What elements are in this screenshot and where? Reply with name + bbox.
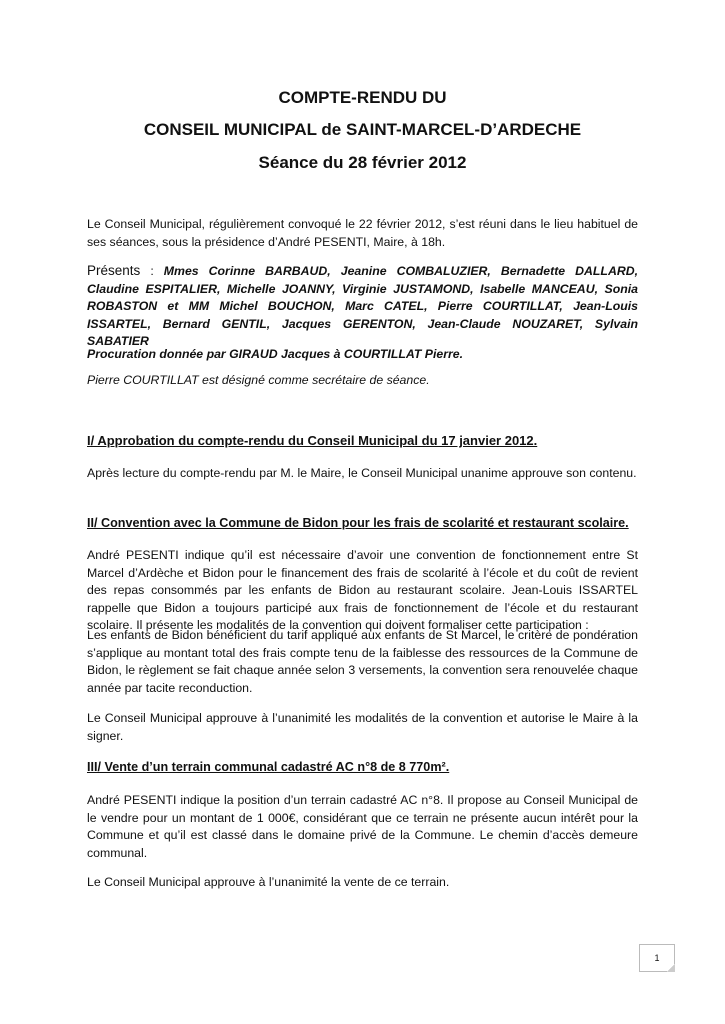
title-line-2: CONSEIL MUNICIPAL de SAINT-MARCEL-D’ARDECHE xyxy=(143,120,582,139)
section-2-heading: II/ Convention avec la Commune de Bidon pour les frais de scolarité et restaurant scolaire. xyxy=(87,516,629,530)
section-3-heading: III/ Vente d’un terrain communal cadastré AC n°8 de 8 770m². xyxy=(87,760,450,774)
title-line-3: Séance du 28 février 2012 xyxy=(258,153,467,172)
page-number: 1 xyxy=(639,944,675,972)
section-1-paragraph-1: Après lecture du compte-rendu par M. le Maire, le Conseil Municipal unanime approuve son contenu. xyxy=(87,466,637,480)
section-2-paragraph-1: André PESENTI indique qu’il est nécessaire d’avoir une convention de fonctionnement entre St Marcel d’Ardèche et Bidon pour le financement des frais de scolarité à l’école et du coût de revient des repas consommés par les enfants de Bidon au restaurant scolaire. Jean-Louis ISSARTEL rappelle que Bidon a toujours participé aux frais de fonctionnement de l’école et du restaurant scolaire. Il présente les modalités de la convention qui doivent formaliser cette participation : xyxy=(87,548,638,632)
section-3-paragraph-2: Le Conseil Municipal approuve à l’unanimité la vente de ce terrain. xyxy=(87,875,450,889)
secretary-text: Pierre COURTILLAT est désigné comme secrétaire de séance. xyxy=(87,373,430,387)
intro-paragraph: Le Conseil Municipal, régulièrement convoqué le 22 février 2012, s’est réuni dans le lieu habituel de ses séances, sous la présidence d’André PESENTI, Maire, à 18h. xyxy=(87,217,638,249)
procuration-text: Procuration donnée par GIRAUD Jacques à COURTILLAT Pierre. xyxy=(87,347,464,361)
presents-separator: : xyxy=(140,264,164,278)
presents-paragraph xyxy=(87,262,638,351)
presents-names: Mmes Corinne BARBAUD, Jeanine COMBALUZIER, Bernadette DALLARD, Claudine ESPITALIER, Michelle JOANNY, Virginie JUSTAMOND, Isabelle MANCEAU, Sonia ROBASTON et MM Michel BOUCHON, Marc CATEL, Pierre COURTILLAT, Jean-Louis ISSARTEL, Bernard GENTIL, Jacques GERENTON, Jean-Claude NOUZARET, Sylvain SABATIER xyxy=(87,264,638,348)
section-2-paragraph-2: Les enfants de Bidon bénéficient du tarif appliqué aux enfants de St Marcel, le critère de pondération s’applique au montant total des frais compte tenu de la faiblesse des ressources de la Commune de Bidon, le règlement se fait chaque année selon 3 versements, la convention sera renouvelée chaque année par tacite reconduction. xyxy=(87,628,638,695)
presents-label: Présents xyxy=(87,263,141,278)
title-line-1: COMPTE-RENDU DU xyxy=(278,88,447,107)
section-2-paragraph-3: Le Conseil Municipal approuve à l’unanimité les modalités de la convention et autorise le Maire à la signer. xyxy=(87,711,638,743)
section-1-heading: I/ Approbation du compte-rendu du Conseil Municipal du 17 janvier 2012. xyxy=(87,433,538,448)
section-3-paragraph-1: André PESENTI indique la position d’un terrain cadastré AC n°8. Il propose au Conseil Municipal de le vendre pour un montant de 1 000€, considérant que ce terrain ne présente aucun intérêt pour la Commune et qu’il est classé dans le domaine privé de la Commune. Le chemin d’accès demeure communal. xyxy=(87,793,638,860)
